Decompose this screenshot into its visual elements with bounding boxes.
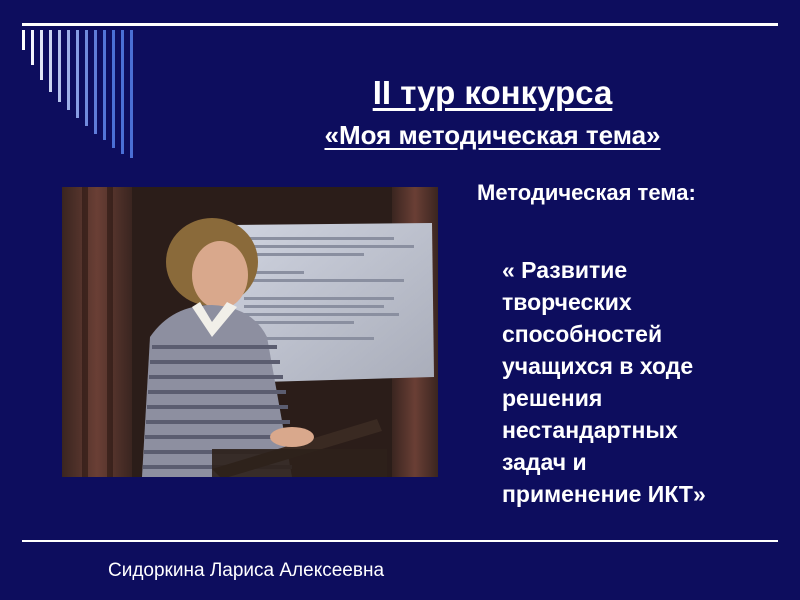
top-rule: [22, 23, 778, 26]
bottom-rule: [22, 540, 778, 542]
slide-title: II тур конкурса: [372, 74, 613, 111]
presenter-photo-icon: [62, 187, 438, 477]
topic-label: Методическая тема:: [477, 180, 696, 205]
slide-subtitle: «Моя методическая тема»: [324, 120, 661, 150]
author-name: Сидоркина Лариса Алексеевна: [108, 560, 385, 581]
topic-text: « Развитие творческих способностей учащихся в ходе решения нестандартных задач и применение ИКТ»: [502, 257, 706, 507]
presenter-photo: [62, 187, 438, 477]
